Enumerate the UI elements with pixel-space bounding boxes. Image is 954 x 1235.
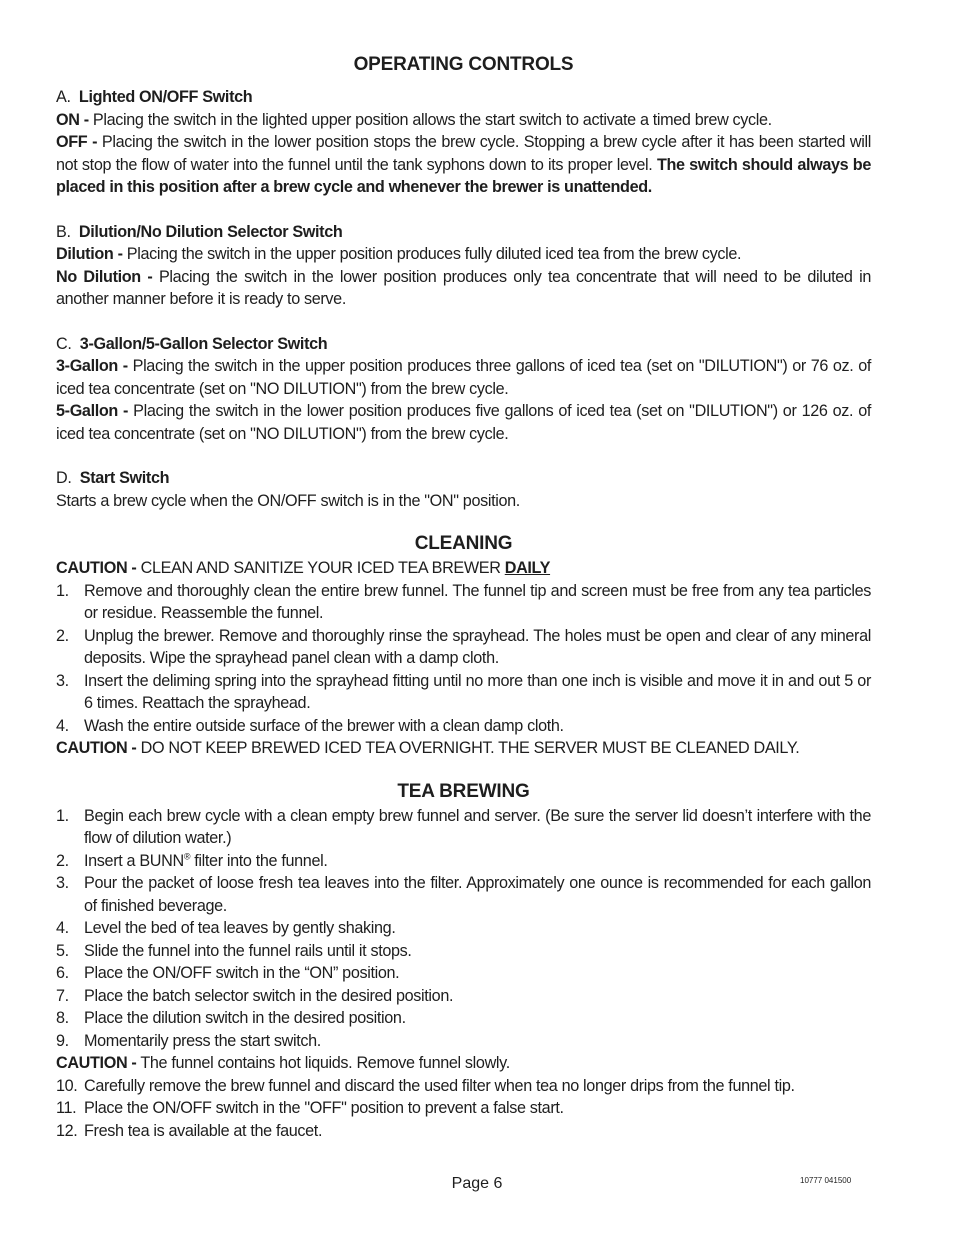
brewing-caution: CAUTION - The funnel contains hot liquids. Remove funnel slowly. xyxy=(56,1054,510,1072)
list-item: 2. Insert a BUNN® filter into the funnel. xyxy=(56,851,328,870)
page-number: Page 6 xyxy=(451,1175,503,1192)
list-item-number: 11. xyxy=(56,1099,77,1117)
cleaning-caution-overnight: CAUTION - DO NOT KEEP BREWED ICED TEA OVERNIGHT. THE SERVER MUST BE CLEANED DAILY. xyxy=(56,739,800,757)
tea-brewing-heading: TEA BREWING xyxy=(397,780,530,802)
list-item-text: Pour the packet of loose fresh tea leaves into the filter. Approximately one ounce is recommended for each gallon of finished beverage. xyxy=(84,874,871,915)
list-item-number: 10. xyxy=(56,1076,78,1095)
list-item-text: Unplug the brewer. Remove and thoroughly rinse the sprayhead. The holes must be open and clear of any mineral deposits. Wipe the sprayhead panel clean with a damp cloth. xyxy=(84,626,871,667)
list-item xyxy=(56,1120,871,1143)
list-item xyxy=(56,715,871,738)
list-item-text: Carefully remove the brew funnel and discard the used filter when tea no longer drips from the funnel tip. xyxy=(84,1076,795,1095)
list-item-text: Begin each brew cycle with a clean empty brew funnel and server. (Be sure the server lid doesn’t interfere with the flow of dilution water.) xyxy=(84,806,871,847)
list-item-number: 12. xyxy=(56,1121,78,1140)
list-item-text: Slide the funnel into the funnel rails until it stops. xyxy=(84,941,412,960)
list-item-text: Insert the deliming spring into the sprayhead fitting until no more than one inch is visible and move it in and out 5 or 6 times. Reattach the sprayhead. xyxy=(84,671,871,712)
list-item-number: 9. xyxy=(56,1031,69,1050)
section-d-title: D. Start Switch xyxy=(56,469,170,487)
cleaning-steps xyxy=(56,580,871,738)
section-a-title: A. Lighted ON/OFF Switch xyxy=(56,88,253,106)
manual-page xyxy=(56,52,871,1142)
list-item xyxy=(56,940,871,963)
list-item-text: Remove and thoroughly clean the entire brew funnel. The funnel tip and screen must be free from any tea particles or residue. Reassemble the funnel. xyxy=(84,581,871,622)
list-item-text: Fresh tea is available at the faucet. xyxy=(84,1121,323,1140)
list-item-number: 8. xyxy=(56,1009,69,1027)
list-item xyxy=(56,1007,871,1030)
dilution-description: Dilution - Placing the switch in the upper position produces fully diluted iced tea from the brew cycle. xyxy=(56,245,742,263)
three-gallon-description: 3-Gallon - Placing the switch in the upper position produces three gallons of iced tea (set on "DILUTION") or 76 oz. of iced tea concentrate (set on "NO DILUTION") from the brew cycle. xyxy=(56,357,871,398)
list-item-number: 1. xyxy=(56,806,69,825)
no-dilution-description: No Dilution - Placing the switch in the lower position produces only tea concentrate that will need to be diluted in another manner before it is ready to serve. xyxy=(56,267,871,308)
list-item xyxy=(56,670,871,715)
list-item-text: Place the batch selector switch in the desired position. xyxy=(84,986,454,1005)
list-item-number: 5. xyxy=(56,941,69,960)
registered-mark: ® xyxy=(183,851,191,862)
list-item-number: 3. xyxy=(56,671,69,690)
list-item-text: Place the dilution switch in the desired position. xyxy=(84,1009,406,1027)
list-item-text: Place the ON/OFF switch in the “ON” position. xyxy=(84,964,400,982)
list-item-number: 3. xyxy=(56,874,69,892)
list-item xyxy=(56,1030,871,1053)
list-item-number: 6. xyxy=(56,964,69,982)
list-item-number: 4. xyxy=(56,919,69,937)
operating-controls-heading: OPERATING CONTROLS xyxy=(353,54,574,75)
list-item xyxy=(56,872,871,917)
cleaning-caution: CAUTION - CLEAN AND SANITIZE YOUR ICED TEA BREWER DAILY xyxy=(56,559,551,577)
on-description: ON - Placing the switch in the lighted upper position allows the start switch to activate a timed brew cycle. xyxy=(56,110,772,129)
list-item xyxy=(56,917,871,940)
section-b-title: B. Dilution/No Dilution Selector Switch xyxy=(56,222,343,241)
document-code: 10777 041500 xyxy=(800,1176,852,1185)
list-item-number: 4. xyxy=(56,716,69,735)
list-item xyxy=(56,805,871,850)
brewing-steps-part-2 xyxy=(56,872,871,1052)
cleaning-heading: CLEANING xyxy=(414,533,513,554)
list-item-number: 2. xyxy=(56,626,69,645)
list-item xyxy=(56,1097,871,1120)
list-item-number: 7. xyxy=(56,986,69,1005)
start-switch-description: Starts a brew cycle when the ON/OFF switch is in the "ON" position. xyxy=(56,491,520,510)
section-c-title: C. 3-Gallon/5-Gallon Selector Switch xyxy=(56,334,328,353)
five-gallon-description: 5-Gallon - Placing the switch in the lower position produces five gallons of iced tea (set on "DILUTION") or 126 oz. of iced tea concentrate (set on "NO DILUTION") from the brew cycle. xyxy=(56,402,871,443)
list-item xyxy=(56,1075,871,1098)
list-item-number: 1. xyxy=(56,581,69,600)
list-item-text: Level the bed of tea leaves by gently shaking. xyxy=(84,919,396,937)
list-item-text: Momentarily press the start switch. xyxy=(84,1031,321,1050)
off-description: OFF - Placing the switch in the lower position stops the brew cycle. Stopping a brew cycle after it has been started will not stop the flow of water into the funnel until the tank syphons down to its proper level. The switch should always be placed in this position after a brew cycle and whenever the brewer is unattended. xyxy=(56,133,871,196)
brewing-steps-part-1 xyxy=(56,805,871,850)
list-item xyxy=(56,962,871,985)
list-item xyxy=(56,625,871,670)
brewing-steps-part-3 xyxy=(56,1075,871,1143)
list-item xyxy=(56,580,871,625)
list-item xyxy=(56,985,871,1008)
list-item-text: Place the ON/OFF switch in the "OFF" position to prevent a false start. xyxy=(84,1099,564,1117)
list-item-text: Wash the entire outside surface of the brewer with a clean damp cloth. xyxy=(84,716,564,735)
